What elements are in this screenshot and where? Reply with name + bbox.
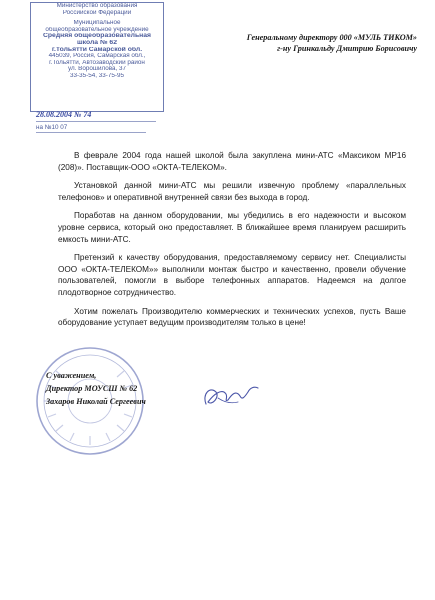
addressee-block [212,32,417,54]
stamp-date: 28.08.2004 № 74 [36,109,156,122]
regards-line: С уважением, [46,371,97,380]
handwritten-signature-icon [200,380,262,412]
letterhead-stamp [30,2,164,112]
stamp-line: общеобразовательное учреждение [45,26,149,33]
body-paragraph: Хотим пожелать Производителю коммерческих и технических успехов, пусть Ваше оборудование уступает ведущим производителям только в цене! [58,306,406,328]
stamp-line: Министерство образования [56,3,138,9]
stamp-line: школа № 62 [77,39,117,46]
stamp-line: Муниципальное [73,20,121,27]
body-paragraph: В феврале 2004 года нашей школой была закуплена мини-АТС «Максиком MP16 (208)». Поставщик-ООО «ОКТА-ТЕЛЕКОМ». [58,151,406,172]
addressee-line-2: г-ну Гринкальду Дмитрию Борисовичу [277,44,417,53]
stamp-reference-line: на №10 07 [36,123,146,133]
letter-body [58,150,406,336]
position-line: Директор МОУСШ № 62 [46,384,138,393]
body-paragraph: Претензий к качеству оборудования, предоставляемому сервису нет. Специалисты ООО «ОКТА-ТЕЛЕКОМ»» выполнили монтаж быстро и качественно, провели обучение пользователей, помогли в выборе телефонных аппаратов. Надеемся на долгое плодотворное сотрудничество. [58,253,406,297]
signer-name: Захаров Николай Сергеевич [46,397,146,406]
addressee-line-1: Генеральному директору 000 «МУЛЬ ТИКОМ» [246,33,417,42]
stamp-line: Средняя общеобразовательная [43,33,151,40]
stamp-line: г.Тольятти, Автозаводский район [49,59,145,66]
stamp-line: Российской Федерации [62,9,132,16]
stamp-line: г.Тольятти Самарской обл. [51,46,143,53]
stamp-line: 33-35-54, 33-75-95 [70,72,124,79]
stamp-line: ул. Ворошилова, 37 [68,66,126,73]
stamp-line: 445039, Россия, Самарская обл., [48,53,146,60]
body-paragraph: Установкой данной мини-АТС мы решили извечную проблему «параллельных телефонов» и оперативной внутренней связи без выхода в город. [58,181,406,202]
body-paragraph: Поработав на данном оборудовании, мы убедились в его надежности и высоком уровне сервиса, который оно предоставляет. В ближайшее время планируем расширить емкость мини-АТС. [58,211,406,244]
